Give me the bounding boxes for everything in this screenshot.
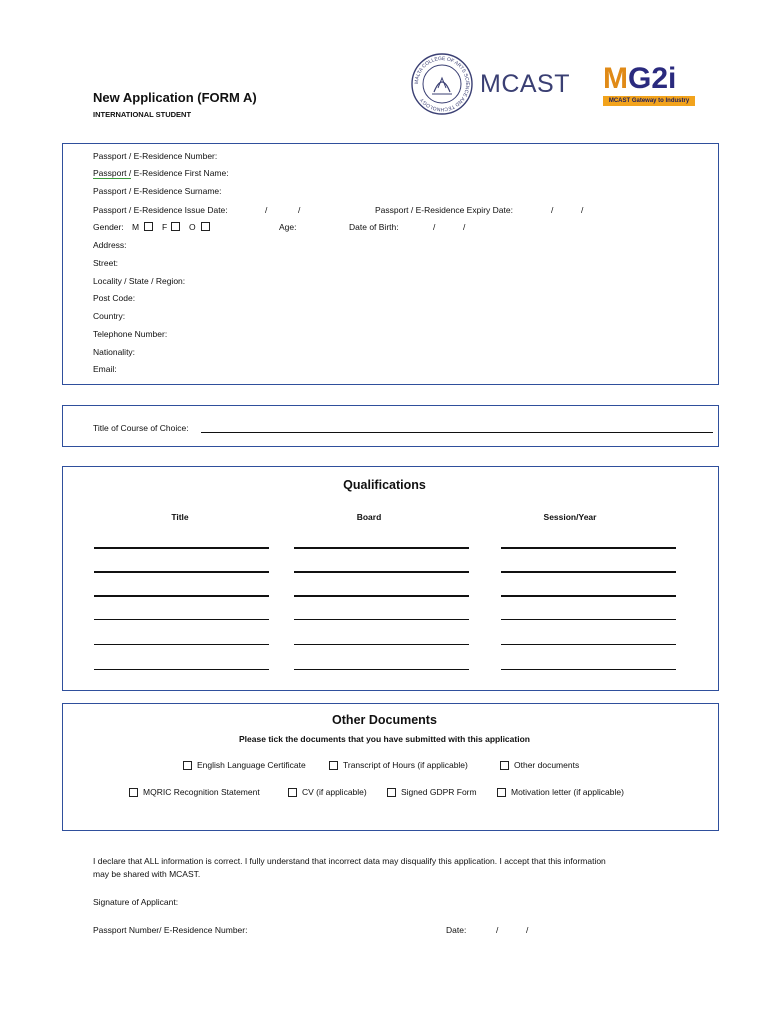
declaration-date-slash-2: / — [526, 925, 529, 935]
qual-row-2-session[interactable] — [501, 571, 676, 573]
qual-row-3-board[interactable] — [294, 595, 469, 597]
motivation-label: Motivation letter (if applicable) — [511, 787, 624, 797]
qual-row-5-title[interactable] — [94, 644, 269, 645]
mqric-checkbox[interactable] — [129, 788, 138, 797]
qual-row-5-session[interactable] — [501, 644, 676, 645]
documents-heading: Other Documents — [332, 713, 437, 727]
mcast-wordmark: MCAST — [480, 70, 570, 98]
issue-date-label: Passport / E-Residence Issue Date: — [93, 205, 228, 215]
qual-col-board: Board — [356, 512, 382, 522]
first-name-label-b: E-Residence First Name: — [131, 168, 229, 178]
age-label: Age: — [279, 222, 297, 232]
locality-label: Locality / State / Region: — [93, 276, 186, 286]
other-docs-label: Other documents — [514, 760, 580, 770]
gender-o-label: O — [189, 222, 196, 232]
svg-text:MALTA COLLEGE OF ARTS SCIENCE — [414, 56, 470, 112]
declaration-date-slash-1: / — [496, 925, 499, 935]
other-docs-checkbox[interactable] — [500, 761, 509, 770]
qual-row-6-session[interactable] — [501, 669, 676, 670]
seal-text: MALTA COLLEGE OF ARTS SCIENCE AND TECHNOLOGY — [413, 55, 471, 113]
mg2i-logo — [603, 62, 676, 96]
nationality-label: Nationality: — [93, 347, 136, 357]
qual-col-session: Session/Year — [543, 512, 597, 522]
transcript-label: Transcript of Hours (if applicable) — [343, 760, 468, 770]
telephone-label: Telephone Number: — [93, 329, 168, 339]
qual-row-5-board[interactable] — [294, 644, 469, 645]
street-label: Street: — [93, 258, 119, 268]
gender-m-label: M — [132, 222, 140, 232]
cv-checkbox[interactable] — [288, 788, 297, 797]
qual-row-4-session[interactable] — [501, 619, 676, 620]
declaration-text-line-1: I declare that ALL information is correct. I fully understand that incorrect data may disqualify this application. I accept that this information — [93, 856, 606, 866]
expiry-date-slash-2: / — [581, 205, 584, 215]
gdpr-label: Signed GDPR Form — [401, 787, 477, 797]
surname-label: Passport / E-Residence Surname: — [93, 186, 222, 196]
address-label: Address: — [93, 240, 127, 250]
mqric-label: MQRIC Recognition Statement — [143, 787, 260, 797]
first-name-label — [93, 168, 229, 178]
english-checkbox[interactable] — [183, 761, 192, 770]
mg2i-tagline: MCAST Gateway to Industry — [603, 96, 695, 106]
course-input-line[interactable] — [201, 432, 713, 433]
qual-col-title: Title — [171, 512, 189, 522]
documents-instruction: Please tick the documents that you have submitted with this application — [239, 734, 530, 744]
signature-label: Signature of Applicant: — [93, 897, 179, 907]
cv-label: CV (if applicable) — [302, 787, 367, 797]
gender-o-checkbox[interactable] — [201, 222, 210, 231]
dob-label: Date of Birth: — [349, 222, 399, 232]
motivation-checkbox[interactable] — [497, 788, 506, 797]
qual-row-1-title[interactable] — [94, 547, 269, 549]
form-subtitle: INTERNATIONAL STUDENT — [93, 110, 192, 119]
dob-slash-2: / — [463, 222, 466, 232]
qual-row-3-session[interactable] — [501, 595, 676, 597]
post-code-label: Post Code: — [93, 293, 136, 303]
qual-row-1-session[interactable] — [501, 547, 676, 549]
mg2i-logo-g2i: G2i — [628, 62, 677, 95]
qual-row-2-title[interactable] — [94, 571, 269, 573]
gdpr-checkbox[interactable] — [387, 788, 396, 797]
qual-row-4-title[interactable] — [94, 619, 269, 620]
gender-label: Gender: — [93, 222, 124, 232]
gender-m-checkbox[interactable] — [144, 222, 153, 231]
country-label: Country: — [93, 311, 126, 321]
issue-date-slash-1: / — [265, 205, 268, 215]
qual-row-3-title[interactable] — [94, 595, 269, 597]
qual-row-6-title[interactable] — [94, 669, 269, 670]
dob-slash-1: / — [433, 222, 436, 232]
email-label: Email: — [93, 364, 117, 374]
personal-details-box — [62, 143, 719, 385]
qualifications-heading: Qualifications — [343, 478, 426, 492]
qual-row-6-board[interactable] — [294, 669, 469, 670]
english-label: English Language Certificate — [197, 760, 306, 770]
first-name-label-a: Passport / — [93, 168, 132, 178]
declaration-text-line-2: may be shared with MCAST. — [93, 869, 201, 879]
gender-f-checkbox[interactable] — [171, 222, 180, 231]
qual-row-4-board[interactable] — [294, 619, 469, 620]
qualifications-box — [62, 466, 719, 691]
gender-f-label: F — [162, 222, 168, 232]
passport-number-label: Passport / E-Residence Number: — [93, 151, 218, 161]
course-label: Title of Course of Choice: — [93, 423, 189, 433]
mg2i-logo-m: M — [603, 62, 628, 95]
expiry-date-label: Passport / E-Residence Expiry Date: — [375, 205, 513, 215]
declaration-passport-label: Passport Number/ E-Residence Number: — [93, 925, 248, 935]
mcast-seal-logo — [410, 52, 474, 116]
form-title: New Application (FORM A) — [93, 90, 257, 105]
qual-row-2-board[interactable] — [294, 571, 469, 573]
transcript-checkbox[interactable] — [329, 761, 338, 770]
expiry-date-slash-1: / — [551, 205, 554, 215]
qual-row-1-board[interactable] — [294, 547, 469, 549]
issue-date-slash-2: / — [298, 205, 301, 215]
declaration-date-label: Date: — [446, 925, 467, 935]
